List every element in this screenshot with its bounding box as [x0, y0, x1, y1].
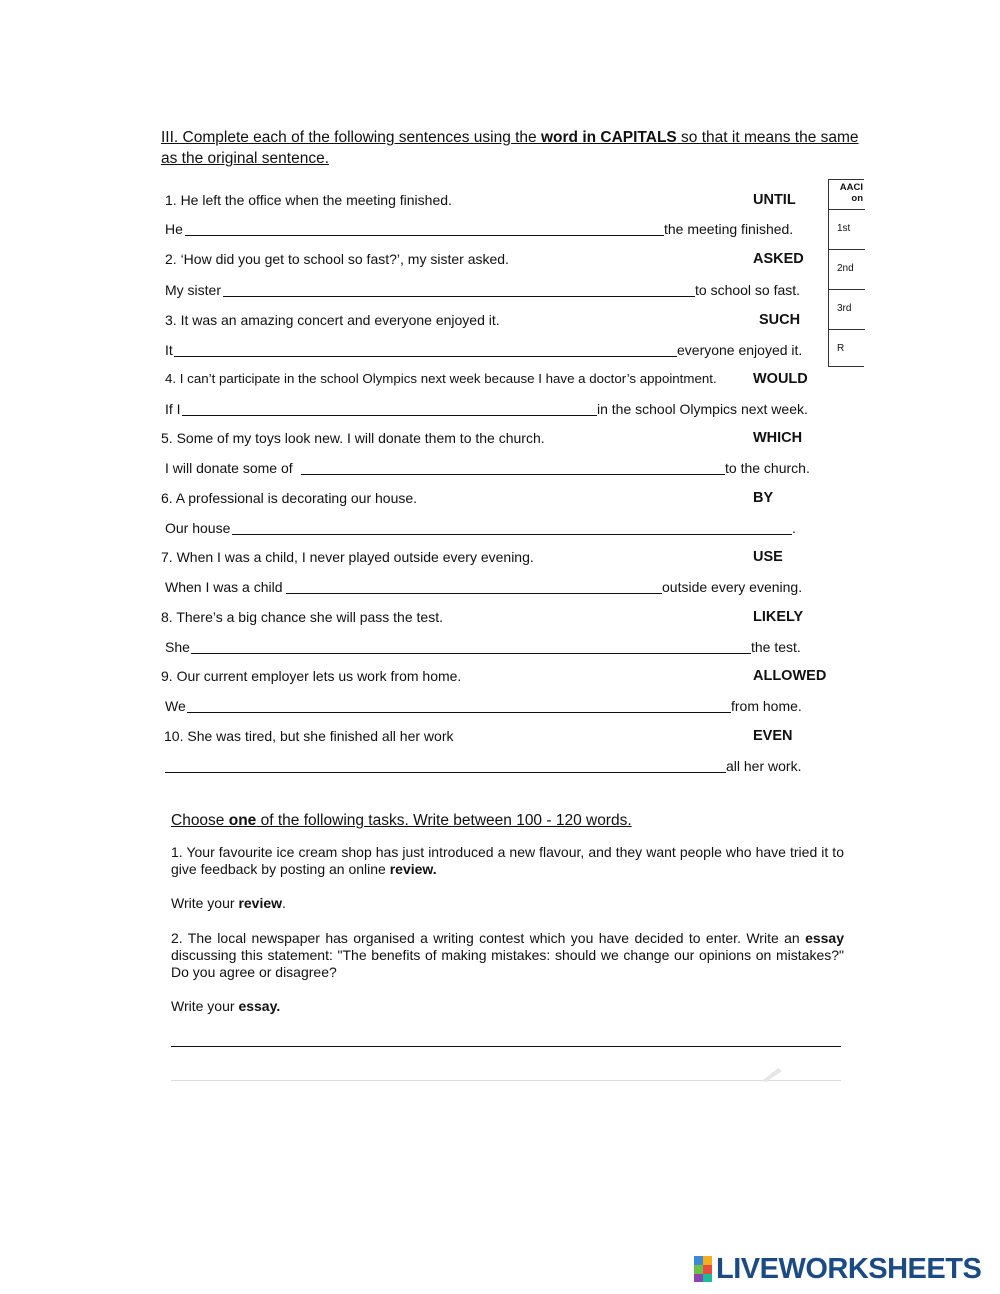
answer-row-1	[165, 219, 825, 239]
question-text: 7. When I was a child, I never played outside every evening.	[161, 549, 534, 565]
answer-row-9	[165, 696, 825, 716]
keyword: LIKELY	[753, 609, 804, 625]
answer-row-2	[165, 280, 825, 300]
keyword: UNTIL	[753, 192, 796, 208]
side-table-header	[829, 180, 865, 210]
answer-blank[interactable]	[223, 296, 695, 297]
section-heading: III. Complete each of the following sentences using the word in CAPITALS so that it means the same as the original sentence.	[161, 129, 859, 167]
question-9	[161, 666, 835, 686]
answer-suffix: to the church.	[725, 460, 810, 476]
question-7	[161, 547, 825, 567]
answer-prefix: If I	[165, 401, 181, 417]
answer-suffix: the meeting finished.	[664, 221, 794, 237]
question-text: 8. There’s a big chance she will pass the test.	[161, 609, 443, 625]
side-table-row: 1st	[829, 210, 865, 250]
keyword: EVEN	[753, 728, 793, 744]
question-5	[161, 428, 825, 448]
task-2-prompt: Write your essay.	[171, 998, 281, 1014]
answer-prefix: When I was a child	[165, 579, 283, 595]
answer-prefix: He	[165, 221, 183, 237]
question-2	[165, 249, 825, 269]
answer-suffix: in the school Olympics next week.	[597, 401, 808, 417]
answer-blank[interactable]	[286, 593, 662, 594]
question-text: 9. Our current employer lets us work from home.	[161, 668, 462, 684]
answer-prefix: I will donate some of	[165, 460, 293, 476]
pencil-icon	[760, 1066, 784, 1082]
side-table-row: 2nd	[829, 250, 865, 290]
question-1	[165, 190, 825, 210]
answer-row-8	[165, 637, 825, 657]
answer-prefix: We	[165, 698, 186, 714]
task-1-description: 1. Your favourite ice cream shop has just introduced a new flavour, and they want people who have tried it to give feedback by posting an online review.	[171, 844, 844, 877]
question-text: 2. ‘How did you get to school so fast?’, my sister asked.	[165, 251, 509, 267]
answer-row-4	[165, 399, 835, 419]
answer-prefix: Our house	[165, 520, 231, 536]
task-1-prompt: Write your review.	[171, 895, 286, 911]
keyword: USE	[753, 549, 783, 565]
logo-text: LIVEWORKSHEETS	[716, 1252, 982, 1285]
question-text: 6. A professional is decorating our house.	[161, 490, 418, 506]
keyword: ASKED	[753, 251, 804, 267]
keyword: BY	[753, 490, 774, 506]
writing-line-faint[interactable]	[171, 1080, 841, 1081]
question-text: 10. She was tired, but she finished all her work	[164, 728, 454, 744]
answer-row-5	[165, 458, 825, 478]
answer-suffix: from home.	[731, 698, 802, 714]
side-table-header-line2: on	[851, 193, 863, 204]
side-score-table	[828, 179, 864, 367]
answer-row-3	[165, 340, 825, 360]
side-table-row: 3rd	[829, 290, 865, 330]
side-table-row: R	[837, 343, 845, 354]
answer-suffix: outside every evening.	[662, 579, 803, 595]
question-3	[165, 310, 825, 330]
answer-blank[interactable]	[165, 772, 726, 773]
keyword: ALLOWED	[753, 668, 827, 684]
question-10	[165, 726, 825, 746]
writing-line[interactable]	[171, 1046, 841, 1047]
question-text: 1. He left the office when the meeting finished.	[165, 192, 452, 208]
keyword: WHICH	[753, 430, 803, 446]
answer-prefix: She	[165, 639, 190, 655]
tasks-title: Choose one of the following tasks. Write between 100 - 120 words.	[171, 812, 632, 829]
answer-blank[interactable]	[185, 235, 664, 236]
answer-blank[interactable]	[232, 534, 792, 535]
answer-blank[interactable]	[191, 653, 751, 654]
side-table-header-line1: AACI	[839, 182, 863, 193]
answer-prefix: It	[165, 342, 173, 358]
question-text: 3. It was an amazing concert and everyone enjoyed it.	[165, 312, 500, 328]
answer-row-10	[165, 756, 825, 776]
question-text: 4. I can’t participate in the school Olympics next week because I have a doctor’s appointment.	[165, 371, 717, 386]
question-text: 5. Some of my toys look new. I will donate them to the church.	[161, 430, 545, 446]
keyword: SUCH	[759, 312, 801, 328]
task-2-description: 2. The local newspaper has organised a writing contest which you have decided to enter. Write an essay discussing this statement: "The benefits of making mistakes: should we change our opinions on mistakes?" Do you agree or disagree?	[171, 930, 844, 980]
answer-row-7	[165, 577, 825, 597]
liveworksheets-logo	[694, 1254, 981, 1284]
question-4	[165, 369, 835, 389]
question-6	[161, 488, 825, 508]
answer-suffix: the test.	[751, 639, 801, 655]
answer-blank[interactable]	[174, 356, 677, 357]
answer-suffix: .	[792, 520, 796, 536]
logo-icon	[694, 1256, 712, 1282]
question-8	[161, 607, 825, 627]
answer-suffix: all her work.	[726, 758, 802, 774]
answer-suffix: everyone enjoyed it.	[677, 342, 803, 358]
answer-blank[interactable]	[182, 415, 597, 416]
answer-suffix: to school so fast.	[695, 282, 801, 298]
answer-blank[interactable]	[187, 712, 731, 713]
answer-prefix: My sister	[165, 282, 221, 298]
answer-blank[interactable]	[301, 474, 725, 475]
keyword: WOULD	[753, 371, 808, 387]
answer-row-6	[165, 518, 825, 538]
